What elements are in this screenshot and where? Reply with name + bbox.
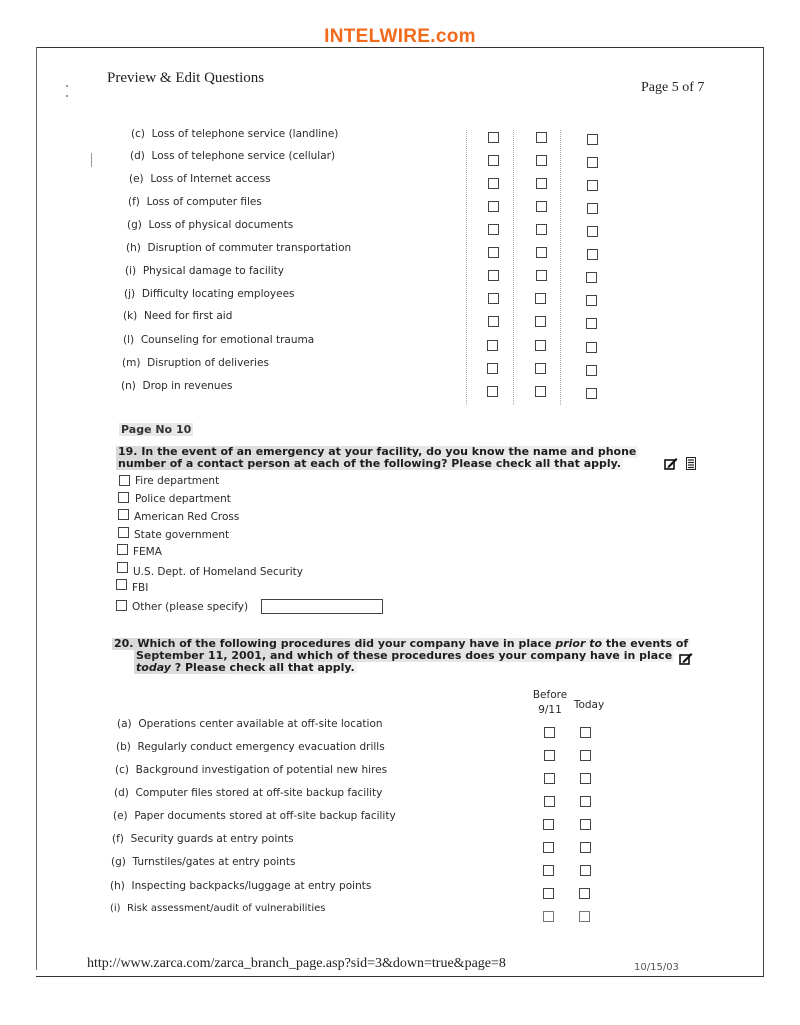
row-text: Physical damage to facility bbox=[142, 265, 284, 277]
notes-icon[interactable] bbox=[686, 457, 696, 470]
q20-heading-line2: September 11, 2001, and which of these procedures does your company have in place bbox=[136, 649, 673, 662]
q18-row bbox=[129, 173, 271, 185]
q20-checkbox-today[interactable] bbox=[580, 750, 591, 761]
q19-heading-line1: 19. In the event of an emergency at your facility, do you know the name and phone bbox=[118, 445, 637, 458]
row-text: Loss of telephone service (cellular) bbox=[151, 150, 336, 162]
q20-heading-emphasis: prior to bbox=[555, 637, 603, 650]
q18-row bbox=[122, 357, 269, 369]
q18-checkbox[interactable] bbox=[586, 272, 597, 283]
q19-option-label: Police department bbox=[135, 493, 231, 505]
q20-row bbox=[115, 764, 387, 776]
site-banner: INTELWIRE.com bbox=[324, 26, 476, 47]
q19-checkbox[interactable] bbox=[117, 544, 128, 555]
q18-row bbox=[123, 310, 232, 322]
row-text: Disruption of commuter transportation bbox=[147, 242, 352, 254]
q19-option-label: Other (please specify) bbox=[132, 601, 249, 613]
q20-checkbox-before[interactable] bbox=[544, 750, 555, 761]
footer-date: 10/15/03 bbox=[634, 962, 679, 973]
q18-checkbox[interactable] bbox=[587, 134, 598, 145]
row-text: Loss of Internet access bbox=[150, 173, 271, 185]
q19-option-label: State government bbox=[134, 529, 230, 541]
row-letter: (i) bbox=[125, 265, 137, 277]
q18-checkbox[interactable] bbox=[587, 249, 598, 260]
q18-checkbox[interactable] bbox=[487, 386, 498, 397]
q18-checkbox[interactable] bbox=[488, 178, 499, 189]
q19-checkbox[interactable] bbox=[116, 600, 127, 611]
q20-checkbox-today[interactable] bbox=[580, 842, 591, 853]
q19-option-label: FEMA bbox=[133, 546, 162, 558]
row-text: Computer files stored at off-site backup facility bbox=[135, 787, 383, 799]
frame-border-left bbox=[36, 47, 37, 970]
q20-row bbox=[113, 810, 396, 822]
q20-row bbox=[116, 741, 385, 753]
q20-checkbox-before[interactable] bbox=[543, 842, 554, 853]
row-text: Difficulty locating employees bbox=[141, 288, 295, 300]
q18-checkbox[interactable] bbox=[487, 363, 498, 374]
row-text: Disruption of deliveries bbox=[147, 357, 269, 369]
q20-heading-text: 20. Which of the following procedures did your company have in place bbox=[114, 637, 556, 650]
q20-checkbox-today[interactable] bbox=[580, 773, 591, 784]
q18-row bbox=[121, 380, 233, 392]
q20-heading-emphasis: today bbox=[136, 661, 171, 674]
row-letter: (h) bbox=[110, 880, 125, 892]
row-text: Turnstiles/gates at entry points bbox=[132, 856, 296, 868]
q20-heading-text: ? Please check all that apply. bbox=[170, 661, 355, 674]
row-letter: (e) bbox=[129, 173, 144, 185]
q18-checkbox[interactable] bbox=[587, 226, 598, 237]
q18-checkbox[interactable] bbox=[488, 155, 499, 166]
column-separator bbox=[466, 130, 467, 405]
column-header-today: Today bbox=[573, 699, 605, 711]
q20-checkbox-before[interactable] bbox=[544, 796, 555, 807]
q19-heading-line2: number of a contact person at each of the following? Please check all that apply. bbox=[118, 457, 621, 470]
q18-checkbox[interactable] bbox=[488, 132, 499, 143]
edit-icon[interactable] bbox=[679, 652, 693, 665]
q20-checkbox-before[interactable] bbox=[544, 727, 555, 738]
q18-checkbox[interactable] bbox=[587, 203, 598, 214]
row-letter: (g) bbox=[111, 856, 126, 868]
page-number-label: Page No 10 bbox=[121, 423, 192, 436]
row-text: Drop in revenues bbox=[142, 380, 233, 392]
row-text: Loss of physical documents bbox=[148, 219, 294, 231]
edit-icon[interactable] bbox=[664, 457, 678, 470]
q18-row bbox=[124, 288, 295, 300]
row-letter: (b) bbox=[116, 741, 131, 753]
scan-speck bbox=[66, 85, 68, 87]
page-indicator: Page 5 of 7 bbox=[641, 80, 705, 95]
column-header-before-line1: Before bbox=[532, 689, 568, 701]
row-text: Loss of telephone service (landline) bbox=[151, 128, 339, 140]
q18-row bbox=[123, 334, 314, 346]
row-text: Regularly conduct emergency evacuation drills bbox=[137, 741, 385, 753]
q20-checkbox-before[interactable] bbox=[543, 819, 554, 830]
q18-row bbox=[130, 150, 335, 162]
q19-checkbox[interactable] bbox=[118, 509, 129, 520]
row-text: Background investigation of potential new hires bbox=[135, 764, 388, 776]
q18-row bbox=[131, 128, 338, 140]
q18-checkbox[interactable] bbox=[535, 293, 546, 304]
q20-checkbox-today[interactable] bbox=[580, 819, 591, 830]
row-text: Counseling for emotional trauma bbox=[140, 334, 315, 346]
q19-option-label: American Red Cross bbox=[134, 511, 240, 523]
footer-url: http://www.zarca.com/zarca_branch_page.asp?sid=3&down=true&page=8 bbox=[87, 956, 506, 971]
column-header-before-line2: 9/11 bbox=[538, 704, 562, 716]
row-letter: (f) bbox=[112, 833, 124, 845]
q18-checkbox[interactable] bbox=[586, 365, 597, 376]
q20-row bbox=[110, 880, 371, 892]
q18-checkbox[interactable] bbox=[487, 340, 498, 351]
row-letter: (n) bbox=[121, 380, 136, 392]
row-letter: (j) bbox=[124, 288, 136, 300]
q18-row bbox=[125, 265, 284, 277]
row-letter: (d) bbox=[130, 150, 145, 162]
row-text: Loss of computer files bbox=[146, 196, 262, 208]
q18-row bbox=[126, 242, 351, 254]
row-letter: (c) bbox=[131, 128, 145, 140]
q20-row bbox=[110, 903, 326, 914]
q19-option-label: FBI bbox=[132, 582, 149, 594]
q18-checkbox[interactable] bbox=[586, 342, 597, 353]
q20-checkbox-today[interactable] bbox=[580, 796, 591, 807]
q19-checkbox[interactable] bbox=[118, 527, 129, 538]
q20-checkbox-today[interactable] bbox=[579, 911, 590, 922]
q20-row bbox=[117, 718, 383, 730]
q18-checkbox[interactable] bbox=[488, 270, 499, 281]
row-letter: (l) bbox=[123, 334, 135, 346]
q20-checkbox-before[interactable] bbox=[544, 773, 555, 784]
q20-row bbox=[114, 787, 382, 799]
row-letter: (d) bbox=[114, 787, 129, 799]
q19-checkbox[interactable] bbox=[118, 492, 129, 503]
q18-checkbox[interactable] bbox=[536, 132, 547, 143]
q18-checkbox[interactable] bbox=[536, 224, 547, 235]
q20-row bbox=[112, 833, 294, 845]
row-text: Inspecting backpacks/luggage at entry points bbox=[131, 880, 372, 892]
q18-checkbox[interactable] bbox=[536, 247, 547, 258]
row-letter: (k) bbox=[123, 310, 138, 322]
q18-checkbox[interactable] bbox=[536, 178, 547, 189]
q18-checkbox[interactable] bbox=[488, 293, 499, 304]
row-letter: (e) bbox=[113, 810, 128, 822]
q18-checkbox[interactable] bbox=[536, 270, 547, 281]
q20-checkbox-today[interactable] bbox=[580, 727, 591, 738]
q18-checkbox[interactable] bbox=[488, 224, 499, 235]
row-text: Operations center available at off-site location bbox=[138, 718, 383, 730]
q18-checkbox[interactable] bbox=[586, 318, 597, 329]
q18-checkbox[interactable] bbox=[536, 155, 547, 166]
scan-speck bbox=[66, 95, 68, 97]
column-header-before bbox=[530, 689, 570, 717]
q19-checkbox[interactable] bbox=[116, 579, 127, 590]
row-letter: (g) bbox=[127, 219, 142, 231]
q20-checkbox-before[interactable] bbox=[543, 865, 554, 876]
row-text: Paper documents stored at off-site backup facility bbox=[134, 810, 396, 822]
q20-checkbox-before[interactable] bbox=[543, 888, 554, 899]
q19-checkbox[interactable] bbox=[117, 562, 128, 573]
column-separator bbox=[560, 130, 561, 405]
row-letter: (i) bbox=[110, 903, 121, 914]
row-letter: (f) bbox=[128, 196, 140, 208]
q18-checkbox[interactable] bbox=[488, 247, 499, 258]
q20-heading-line3 bbox=[134, 662, 357, 674]
q19-option-label: Fire department bbox=[135, 475, 220, 487]
q19-checkbox[interactable] bbox=[119, 475, 130, 486]
q20-heading-text: the events of bbox=[602, 637, 689, 650]
q18-checkbox[interactable] bbox=[488, 316, 499, 327]
scan-speck bbox=[91, 153, 92, 167]
q20-row bbox=[111, 856, 295, 868]
row-text: Need for first aid bbox=[143, 310, 233, 322]
row-text: Risk assessment/audit of vulnerabilities bbox=[126, 903, 326, 914]
column-separator bbox=[513, 130, 514, 405]
q18-checkbox[interactable] bbox=[535, 386, 546, 397]
q20-checkbox-today[interactable] bbox=[579, 888, 590, 899]
row-letter: (c) bbox=[115, 764, 129, 776]
frame-border-top bbox=[36, 47, 764, 48]
q18-checkbox[interactable] bbox=[587, 180, 598, 191]
row-text: Security guards at entry points bbox=[130, 833, 294, 845]
q18-checkbox[interactable] bbox=[535, 340, 546, 351]
q18-checkbox[interactable] bbox=[535, 363, 546, 374]
q18-checkbox[interactable] bbox=[587, 157, 598, 168]
page-title: Preview & Edit Questions bbox=[107, 70, 265, 86]
q18-checkbox[interactable] bbox=[586, 388, 597, 399]
q18-checkbox[interactable] bbox=[535, 316, 546, 327]
q18-row bbox=[128, 196, 262, 208]
q19-other-input[interactable] bbox=[261, 599, 383, 614]
q20-checkbox-today[interactable] bbox=[580, 865, 591, 876]
q18-checkbox[interactable] bbox=[488, 201, 499, 212]
frame-border-bottom bbox=[36, 976, 764, 977]
q18-checkbox[interactable] bbox=[586, 295, 597, 306]
q18-checkbox[interactable] bbox=[536, 201, 547, 212]
row-letter: (m) bbox=[122, 357, 141, 369]
q19-option-label: U.S. Dept. of Homeland Security bbox=[133, 566, 303, 578]
q20-checkbox-before[interactable] bbox=[543, 911, 554, 922]
frame-border-right bbox=[763, 47, 764, 977]
row-letter: (h) bbox=[126, 242, 141, 254]
q18-row bbox=[127, 219, 293, 231]
row-letter: (a) bbox=[117, 718, 132, 730]
